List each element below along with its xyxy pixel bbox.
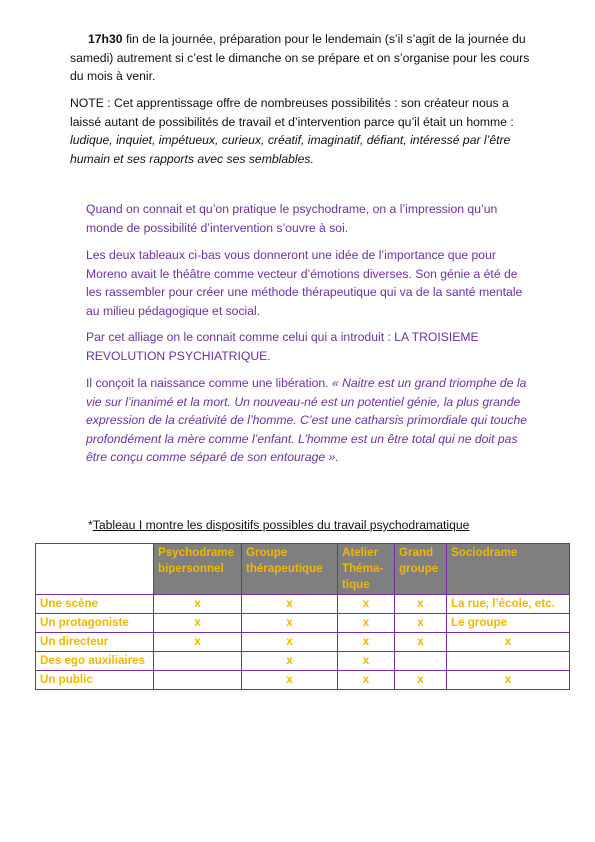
schedule-text: fin de la journée, préparation pour le lendemain (s’il s’agit de la journée du samedi) autrement si c’est le dimanche on se prépare et on s’organise pour les cours du mois à venir. [70, 32, 530, 83]
caption-star: * [88, 518, 93, 532]
note-paragraph [70, 94, 530, 168]
table-cell: x [447, 633, 570, 652]
schedule-paragraph [70, 30, 530, 86]
table-cell: x [338, 671, 395, 690]
table-cell: x [338, 652, 395, 671]
table-cell [447, 652, 570, 671]
table-row [36, 595, 570, 614]
table-cell: x [242, 633, 338, 652]
note-italic-text: ludique, inquiet, impétueux, curieux, créatif, imaginatif, défiant, intéressé par l’être humain et ses rapports avec ses semblables. [70, 133, 511, 166]
table-cell: x [338, 633, 395, 652]
header-cell: Psychodrame bipersonnel [154, 544, 242, 595]
table-cell: x [395, 633, 447, 652]
purple-paragraph-1: Quand on connait et qu’on pratique le psychodrame, on a l’impression qu’un monde de possibilité d’intervention s’ouvre à soi. [86, 202, 498, 235]
row-label: Un directeur [36, 633, 154, 652]
table-cell: x [395, 671, 447, 690]
table-cell: x [242, 671, 338, 690]
birth-quote: « Naitre est un grand triomphe de la vie sur l’inanimé et la mort. Un nouveau-né est un potentiel génie, la plus grande expression de la créativité de l’homme. C’est une catharsis primordiale qui touche profondément la mère comme l’enfant. L’homme est un être total qui ne doit pas être conçu comme séparé de son entourage ». [86, 376, 527, 464]
row-label: Un public [36, 671, 154, 690]
table-cell: x [242, 595, 338, 614]
row-label: Un protagoniste [36, 614, 154, 633]
table-cell: x [338, 614, 395, 633]
table-cell: x [154, 614, 242, 633]
table-cell: x [154, 595, 242, 614]
row-label: Une scène [36, 595, 154, 614]
purple-paragraph-3: Par cet alliage on le connait comme celui qui a introduit : LA TROISIEME REVOLUTION PSYCHIATRIQUE. [86, 330, 479, 363]
header-cell: Groupe thérapeutique [242, 544, 338, 595]
time-label: 17h30 [88, 32, 123, 46]
table-cell: x [395, 595, 447, 614]
table-row [36, 671, 570, 690]
table-header-row [36, 544, 570, 595]
dispositifs-table [35, 543, 570, 690]
header-cell: Grand groupe [395, 544, 447, 595]
table-cell [395, 652, 447, 671]
table-cell: Le groupe [447, 614, 570, 633]
table-cell: x [242, 614, 338, 633]
purple-paragraph-4 [86, 374, 531, 467]
note-text: NOTE : Cet apprentissage offre de nombreuses possibilités : son créateur nous a laissé autant de possibilités de travail et d’intervention parce qu’il était un homme : [70, 96, 514, 129]
table-row [36, 652, 570, 671]
caption-text: Tableau I montre les dispositifs possibles du travail psychodramatique [92, 518, 470, 532]
table-row [36, 633, 570, 652]
header-cell: Atelier Théma-tique [338, 544, 395, 595]
table-row [36, 614, 570, 633]
row-label: Des ego auxiliaires [36, 652, 154, 671]
table-caption [88, 516, 548, 534]
header-cell: Sociodrame [447, 544, 570, 595]
table-cell: La rue, l’école, etc. [447, 595, 570, 614]
birth-text: Il conçoit la naissance comme une libération. [86, 376, 332, 390]
header-cell-empty [36, 544, 154, 595]
table-cell [154, 671, 242, 690]
table-cell: x [242, 652, 338, 671]
purple-paragraph-2: Les deux tableaux ci-bas vous donneront une idée de l’importance que pour Moreno avait le théâtre comme vecteur d’émotions diverses. Son génie a été de les rassembler pour créer une méthode thérapeutique qui va de la santé mentale au milieu pédagogique et social. [86, 248, 523, 318]
table-cell: x [395, 614, 447, 633]
table-cell: x [154, 633, 242, 652]
table-cell: x [338, 595, 395, 614]
table-cell [154, 652, 242, 671]
table-cell: x [447, 671, 570, 690]
